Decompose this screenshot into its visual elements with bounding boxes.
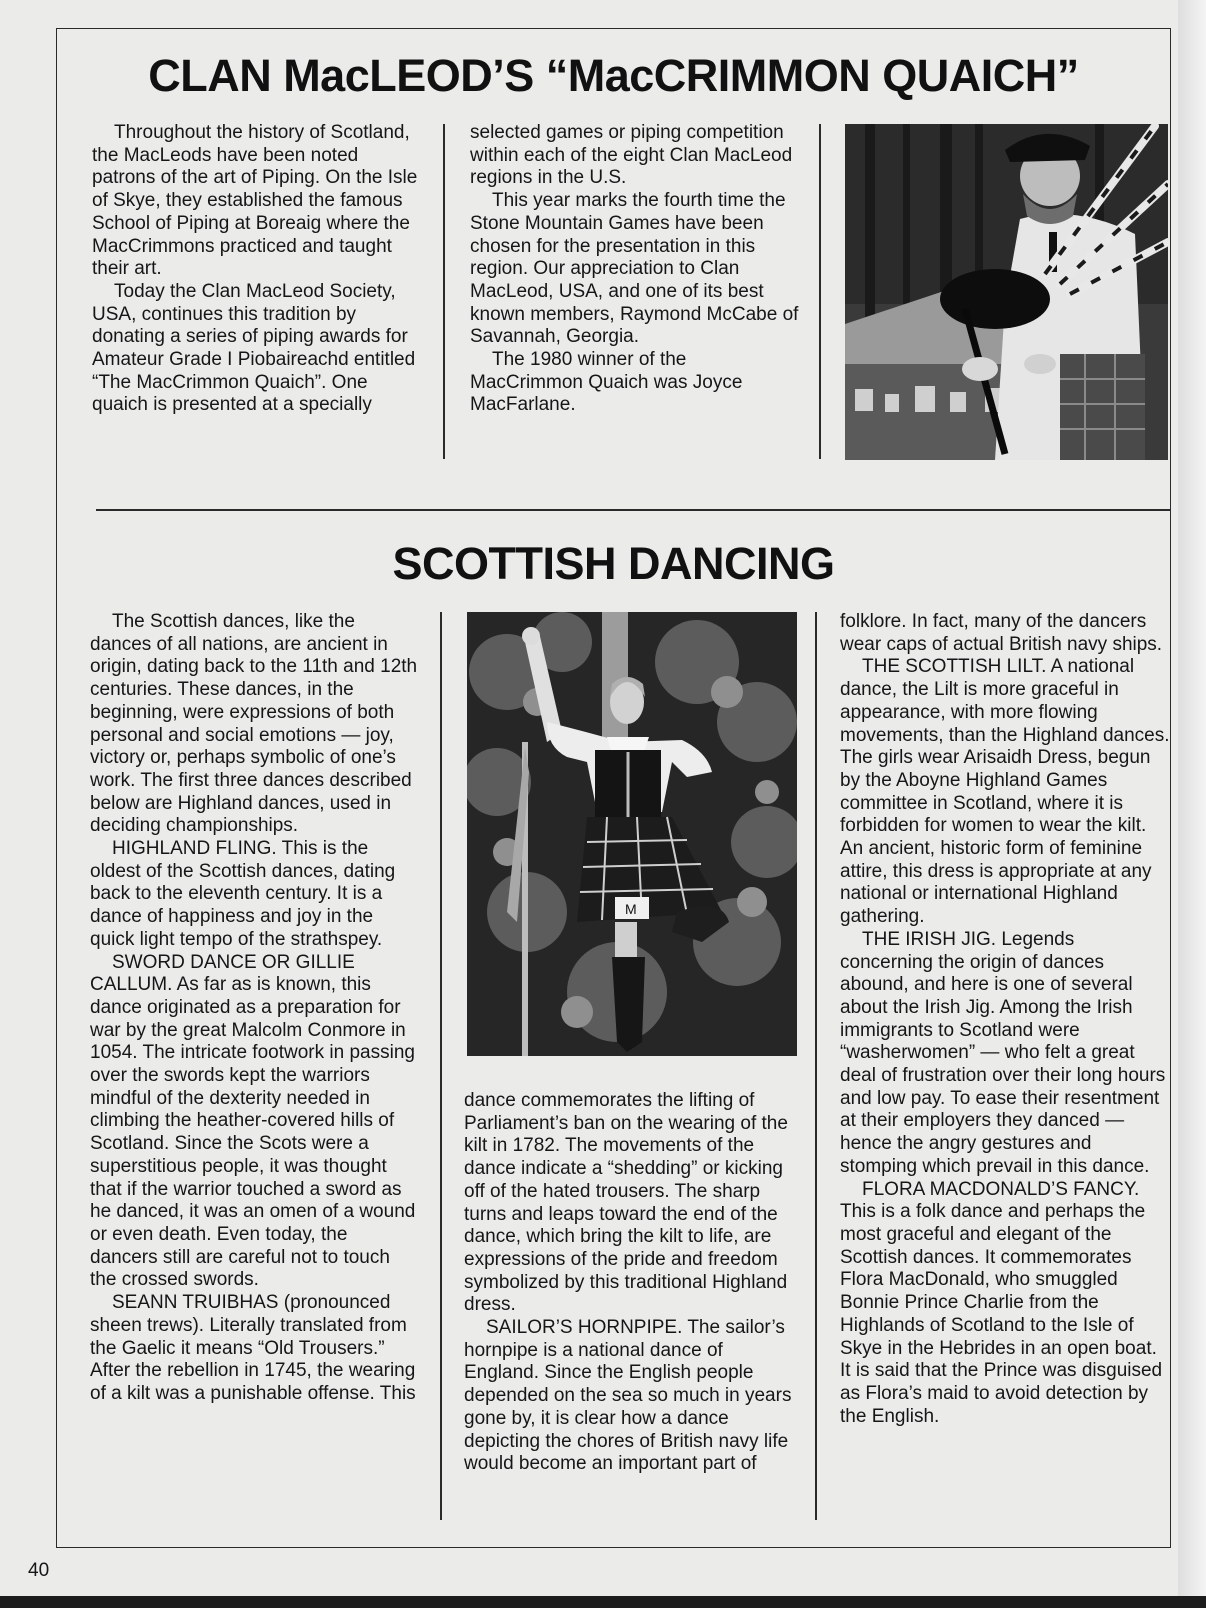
scan-edge <box>0 1596 1206 1608</box>
column-divider <box>815 612 817 1520</box>
paragraph: folklore. In fact, many of the dancers wear caps of actual British navy ships. <box>840 611 1163 655</box>
paragraph: Today the Clan MacLeod Society, USA, continues this tradition by donating a series of piping awards for Amateur Grade I Piobaireachd entitled “The MacCrimmon Quaich”. One quaich is presented at a specially <box>92 280 416 416</box>
bagpiper-photo <box>845 124 1168 460</box>
page-edge <box>1178 0 1206 1608</box>
paragraph: The Scottish dances, like the dances of all nations, are ancient in origin, dating back to the 11th and 12th centuries. These dances, in the beginning, were expressions of both personal and social emotions — joy, victory or, perhaps symbolic of one’s work. The first three dances described below are Highland dances, used in deciding championships. <box>90 611 418 837</box>
paragraph: THE SCOTTISH LILT. A national dance, the Lilt is more graceful in appearance, with more flowing movements, than the Highland dances. The girls wear Arisaidh Dress, begun by the Aboyne Highland Games committee in Scotland, where it is forbidden for women to wear the kilt. An ancient, historic form of feminine attire, this dress is appropriate at any national or international Highland gathering. <box>840 656 1170 928</box>
paragraph: dance commemorates the lifting of Parliament’s ban on the wearing of the kilt in 1782. The movements of the dance indicate a “shedding” or kicking off of the hated trousers. The sharp turns and leaps toward the end of the dance, which bring the kilt to life, are expressions of the pride and freedom symbolized by this traditional Highland dress. <box>464 1090 788 1316</box>
quaich-column-2 <box>470 122 800 417</box>
column-divider <box>819 124 821 459</box>
dancer-photo <box>467 612 797 1056</box>
paragraph: selected games or piping competition within each of the eight Clan MacLeod regions in the U.S. <box>470 122 793 189</box>
section-divider <box>96 509 1170 511</box>
section-title-scottish-dancing: SCOTTISH DANCING <box>392 538 835 589</box>
paragraph: The 1980 winner of the MacCrimmon Quaich was Joyce MacFarlane. <box>470 349 743 416</box>
paragraph: FLORA MACDONALD’S FANCY. This is a folk dance and perhaps the most graceful and elegant of the Scottish dances. It commemorates Flora MacDonald, who smuggled Bonnie Prince Charlie from the Highlands of Scotland to the Isle of Skye in the Hebrides in an open boat. It is said that the Prince was disguised as Flora’s maid to avoid detection by the English. <box>840 1178 1163 1427</box>
quaich-column-1 <box>92 122 422 417</box>
paragraph: SWORD DANCE OR GILLIE CALLUM. As far as is known, this dance originated as a preparation for war by the great Malcolm Conmore in 1054. The intricate footwork in passing over the swords kept the warriors mindful of the dexterity needed in climbing the heather-covered hills of Scotland. Since the Scots were a superstitious people, it was thought that if the warrior touched a sword as he danced, it was an omen of a wound or even death. Even today, the dancers still are careful not to touch the crossed swords. <box>90 951 416 1291</box>
dancing-column-2 <box>464 1090 794 1476</box>
column-divider <box>443 124 445 459</box>
paragraph: THE IRISH JIG. Legends concerning the origin of dances abound, and here is one of several about the Irish Jig. Among the Irish immigrants to Scotland were “washerwomen” — who felt a great deal of frustration over their long hours and low pay. To ease their resentment at their employers they danced — hence the angry gestures and stomping which prevail in this dance. <box>840 928 1166 1177</box>
section-title-maccrimmon-quaich: CLAN MacLEOD’S “MacCRIMMON QUAICH” <box>148 50 1079 101</box>
paragraph: Throughout the history of Scotland, the MacLeods have been noted patrons of the art of Piping. On the Isle of Skye, they established the famous School of Piping at Boreaig where the MacCrimmons practiced and taught their art. <box>92 122 418 280</box>
paragraph: SEANN TRUIBHAS (pronounced sheen trews). Literally translated from the Gaelic it means “Old Trousers.” After the rebellion in 1745, the wearing of a kilt was a punishable offense. This <box>90 1292 416 1404</box>
dancing-column-1 <box>90 611 420 1406</box>
paragraph: This year marks the fourth time the Stone Mountain Games have been chosen for the presentation in this region. Our appreciation to Clan MacLeod, USA, and one of its best known members, Raymond McCabe of Savannah, Georgia. <box>470 190 799 348</box>
column-divider <box>440 612 442 1520</box>
paragraph: HIGHLAND FLING. This is the oldest of the Scottish dances, dating back to the eleventh century. It is a dance of happiness and joy in the quick light tempo of the strathspey. <box>90 838 396 950</box>
page-number: 40 <box>28 1560 50 1581</box>
dancer-number-badge: M <box>625 901 637 917</box>
dancing-column-3 <box>840 611 1172 1428</box>
paragraph: SAILOR’S HORNPIPE. The sailor’s hornpipe is a national dance of England. Since the English people depended on the sea so much in years gone by, it is clear how a dance depicting the chores of British navy life would become an important part of <box>464 1317 792 1475</box>
